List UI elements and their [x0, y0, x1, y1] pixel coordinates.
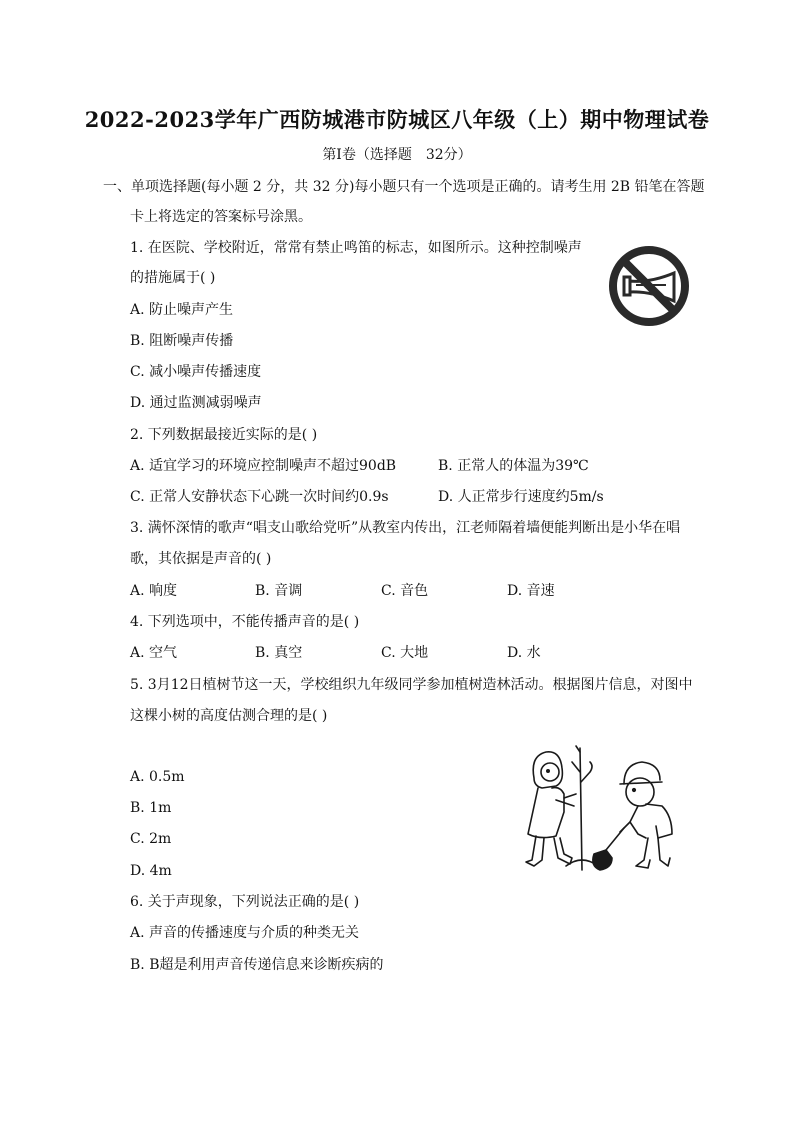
question-4-option-d: D. 水 — [507, 645, 541, 661]
tree-planting-children-icon — [520, 742, 690, 880]
question-3-option-c: C. 音色 — [381, 583, 429, 599]
question-1-option-d: D. 通过监测减弱噪声 — [130, 395, 262, 411]
question-5-option-c: C. 2m — [130, 831, 172, 847]
question-2-option-b: B. 正常人的体温为39℃ — [438, 458, 589, 474]
question-1-line2: 的措施属于( ) — [130, 270, 216, 286]
question-4-option-a: A. 空气 — [130, 645, 178, 661]
question-1-option-b: B. 阻断噪声传播 — [130, 333, 234, 349]
question-5-option-b: B. 1m — [130, 800, 172, 816]
question-5-option-d: D. 4m — [130, 863, 172, 879]
no-horn-sign-icon — [606, 243, 692, 329]
question-3-option-a: A. 响度 — [130, 583, 178, 599]
question-1-option-c: C. 减小噪声传播速度 — [130, 364, 262, 380]
question-3-line1: 3. 满怀深情的歌声“唱支山歌给党听”从教室内传出，江老师隔着墙便能判断出是小华在唱 — [130, 520, 681, 536]
question-4-option-c: C. 大地 — [381, 645, 429, 661]
question-6-option-a: A. 声音的传播速度与介质的种类无关 — [130, 925, 360, 941]
section-instruction-line2: 卡上将选定的答案标号涂黑。 — [130, 209, 312, 225]
question-4-line1: 4. 下列选项中，不能传播声音的是( ) — [130, 614, 360, 630]
question-3-line2: 歌，其依据是声音的( ) — [130, 551, 272, 567]
question-2-option-a: A. 适宜学习的环境应控制噪声不超过90dB — [130, 458, 397, 474]
question-5-line1: 5. 3月12日植树节这一天，学校组织九年级同学参加植树造林活动。根据图片信息，对图中 — [130, 677, 693, 693]
question-3-option-b: B. 音调 — [255, 583, 303, 599]
question-6-line1: 6. 关于声现象，下列说法正确的是( ) — [130, 894, 360, 910]
question-3-option-d: D. 音速 — [507, 583, 555, 599]
question-2-line1: 2. 下列数据最接近实际的是( ) — [130, 427, 318, 443]
question-5-option-a: A. 0.5m — [130, 769, 185, 785]
question-1-option-a: A. 防止噪声产生 — [130, 302, 234, 318]
question-1-line1: 1. 在医院、学校附近，常常有禁止鸣笛的标志，如图所示。这种控制噪声 — [130, 240, 582, 256]
page-subtitle: 第Ⅰ卷（选择题 32分） — [322, 147, 472, 163]
question-5-line2: 这棵小树的高度估测合理的是( ) — [130, 708, 328, 724]
question-2-option-d: D. 人正常步行速度约5m/s — [438, 489, 604, 505]
question-2-option-c: C. 正常人安静状态下心跳一次时间约0.9s — [130, 489, 389, 505]
question-6-option-b: B. B超是利用声音传递信息来诊断疾病的 — [130, 957, 384, 973]
page-title: 2022-2023学年广西防城港市防城区八年级（上）期中物理试卷 — [84, 107, 710, 132]
section-instruction-line1: 一、单项选择题(每小题 2 分，共 32 分)每小题只有一个选项是正确的。请考生用 2B 铅笔在答题 — [103, 179, 705, 195]
question-4-option-b: B. 真空 — [255, 645, 303, 661]
